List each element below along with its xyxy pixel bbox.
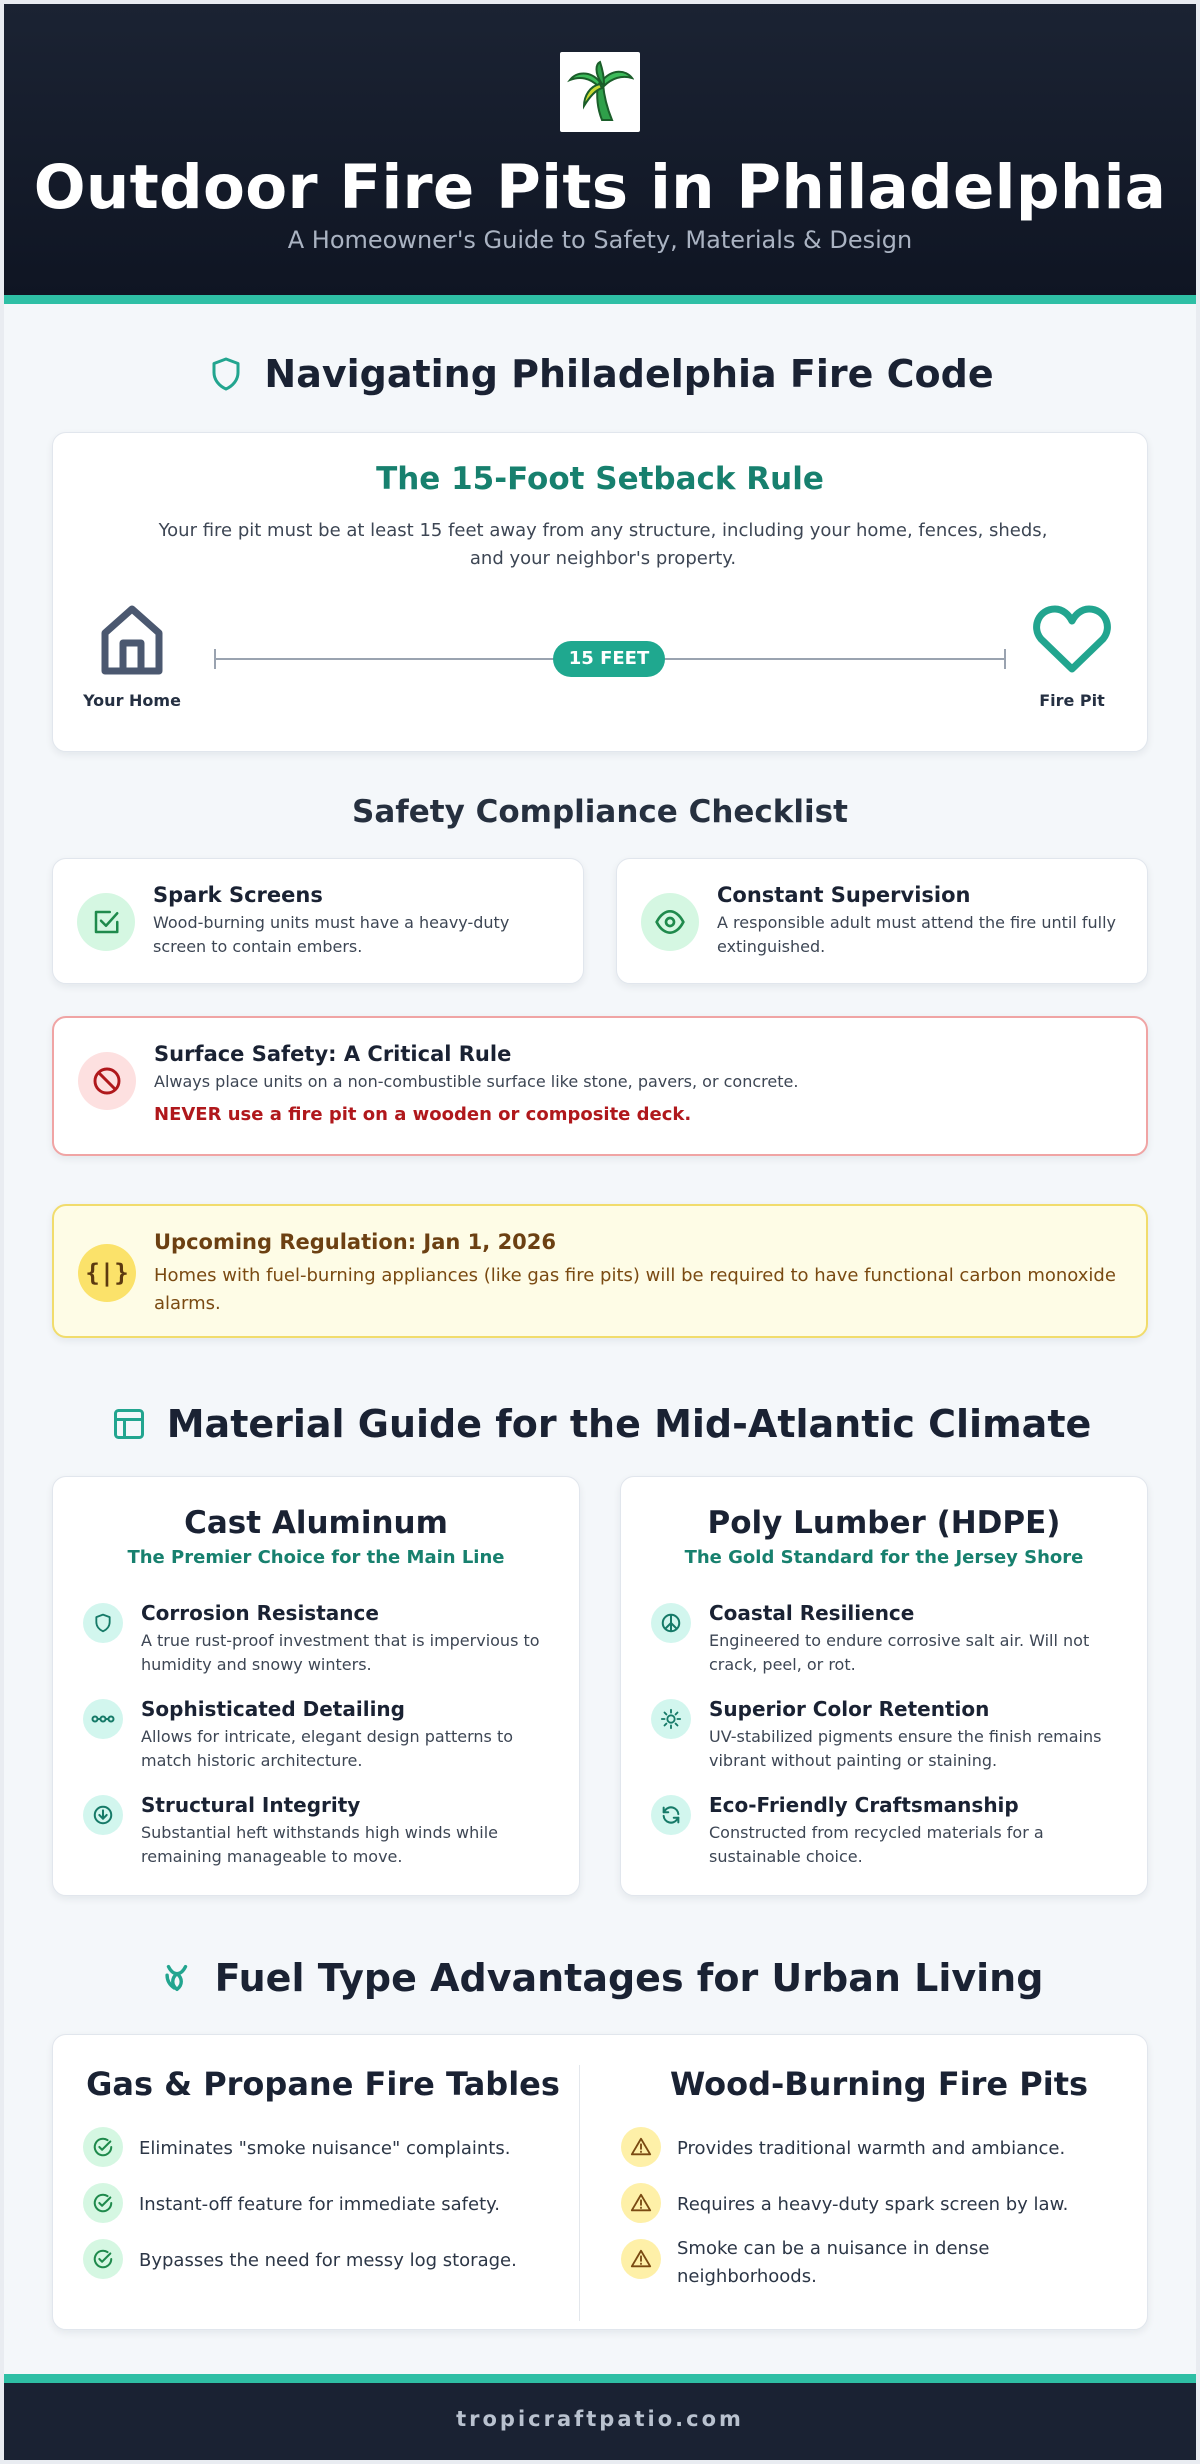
feature-item (651, 1793, 1123, 1873)
fire-code-title: Navigating Philadelphia Fire Code (264, 352, 994, 396)
distance-badge: 15 FEET (553, 641, 665, 677)
check-title: Spark Screens (153, 883, 323, 907)
check-title: Constant Supervision (717, 883, 971, 907)
measure-tick-right (1004, 649, 1006, 669)
fuel-item-text: Requires a heavy-duty spark screen by law. (677, 2194, 1069, 2215)
surface-title: Surface Safety: A Critical Rule (154, 1042, 512, 1066)
recycle-icon (651, 1795, 691, 1835)
feature-title: Corrosion Resistance (141, 1601, 379, 1625)
fuel-card (52, 2034, 1148, 2330)
feature-text: A true rust-proof investment that is impervious to humidity and snowy winters. (141, 1631, 540, 1674)
fire-code-heading (4, 352, 1196, 396)
home-icon (99, 603, 165, 681)
setback-card (52, 432, 1148, 752)
feature-text: Constructed from recycled materials for a sustainable choice. (709, 1823, 1044, 1866)
arrow-down-circle-icon (83, 1795, 123, 1835)
feature-item (83, 1601, 555, 1681)
fuel-item-text: Bypasses the need for messy log storage. (139, 2250, 517, 2271)
page-subtitle: A Homeowner's Guide to Safety, Materials & Design (287, 226, 913, 254)
fuel-title: Fuel Type Advantages for Urban Living (214, 1956, 1044, 2000)
check-circle-icon (83, 2239, 123, 2279)
peace-icon (651, 1603, 691, 1643)
your-home-label: Your Home (83, 691, 181, 710)
check-text: Wood-burning units must have a heavy-duty screen to contain embers. (153, 913, 510, 956)
ornament-icon (83, 1699, 123, 1739)
ban-icon (78, 1052, 136, 1110)
feature-item (651, 1601, 1123, 1681)
material-card-cast-aluminum (52, 1476, 580, 1896)
materials-title: Material Guide for the Mid-Atlantic Climate (166, 1402, 1092, 1446)
regulation-title: Upcoming Regulation: Jan 1, 2026 (154, 1230, 557, 1254)
feature-title: Sophisticated Detailing (141, 1697, 405, 1721)
material-tagline: The Gold Standard for the Jersey Shore (684, 1547, 1084, 1568)
check-text: A responsible adult must attend the fire until fully extinguished. (717, 913, 1116, 956)
feature-item (83, 1697, 555, 1777)
material-name: Cast Aluminum (184, 1505, 448, 1541)
feature-item (651, 1697, 1123, 1777)
feature-title: Coastal Resilience (709, 1601, 915, 1625)
feature-title: Superior Color Retention (709, 1697, 990, 1721)
column-divider (579, 2065, 580, 2321)
fuel-item-text: Instant-off feature for immediate safety. (139, 2194, 500, 2215)
check-card-spark-screens (52, 858, 584, 984)
feature-title: Structural Integrity (141, 1793, 361, 1817)
surface-text: Always place units on a non-combustible surface like stone, pavers, or concrete. (154, 1072, 799, 1091)
heart-icon (1033, 603, 1111, 679)
fuel-column-title-wood: Wood-Burning Fire Pits (669, 2065, 1089, 2103)
warning-icon (621, 2127, 661, 2167)
page (4, 4, 1196, 2460)
checklist-title: Safety Compliance Checklist (352, 794, 848, 830)
shield-icon (206, 354, 246, 394)
feature-item (83, 1793, 555, 1873)
materials-heading (4, 1402, 1196, 1446)
fuel-heading (4, 1956, 1196, 2000)
feature-text: Engineered to endure corrosive salt air. Will not crack, peel, or rot. (709, 1631, 1090, 1674)
warning-icon (621, 2183, 661, 2223)
eye-icon (641, 893, 699, 951)
check-circle-icon (83, 2183, 123, 2223)
sun-icon (651, 1699, 691, 1739)
surface-safety-card (52, 1016, 1148, 1156)
feature-text: UV-stabilized pigments ensure the finish remains vibrant without painting or staining. (709, 1727, 1102, 1770)
shield-icon (83, 1603, 123, 1643)
footer-site-link[interactable]: tropicraftpatio.com (456, 2407, 744, 2431)
palm-tree-logo (560, 52, 640, 132)
check-card-supervision (616, 858, 1148, 984)
material-card-poly-lumber (620, 1476, 1148, 1896)
setback-text: Your fire pit must be at least 15 feet away from any structure, including your home, fences, sheds, and your neighbor's property. (158, 520, 1048, 569)
check-square-icon (77, 893, 135, 951)
regulation-card (52, 1204, 1148, 1338)
setback-title: The 15-Foot Setback Rule (376, 461, 824, 497)
material-tagline: The Premier Choice for the Main Line (127, 1547, 505, 1568)
material-name: Poly Lumber (HDPE) (707, 1505, 1061, 1541)
warning-icon (621, 2239, 661, 2279)
fuel-column-title-gas: Gas & Propane Fire Tables (86, 2065, 560, 2103)
feature-text: Substantial heft withstands high winds while remaining manageable to move. (141, 1823, 499, 1866)
code-brackets-icon: {|} (78, 1244, 136, 1302)
feature-text: Allows for intricate, elegant design patterns to match historic architecture. (141, 1727, 514, 1770)
layout-icon (109, 1404, 149, 1444)
header (4, 4, 1196, 304)
flame-icon (157, 1958, 197, 1998)
fuel-item-text: Smoke can be a nuisance in dense neighborhoods. (677, 2238, 990, 2287)
surface-warning: NEVER use a fire pit on a wooden or composite deck. (154, 1104, 692, 1125)
feature-title: Eco-Friendly Craftsmanship (709, 1793, 1019, 1817)
fuel-item-text: Eliminates "smoke nuisance" complaints. (139, 2138, 511, 2159)
footer (4, 2374, 1196, 2460)
fire-pit-label: Fire Pit (1039, 691, 1105, 710)
check-circle-icon (83, 2127, 123, 2167)
page-title: Outdoor Fire Pits in Philadelphia (33, 152, 1167, 223)
regulation-text: Homes with fuel-burning appliances (like gas fire pits) will be required to have functional carbon monoxide alarms. (154, 1265, 1116, 1314)
fuel-item-text: Provides traditional warmth and ambiance. (677, 2138, 1066, 2159)
